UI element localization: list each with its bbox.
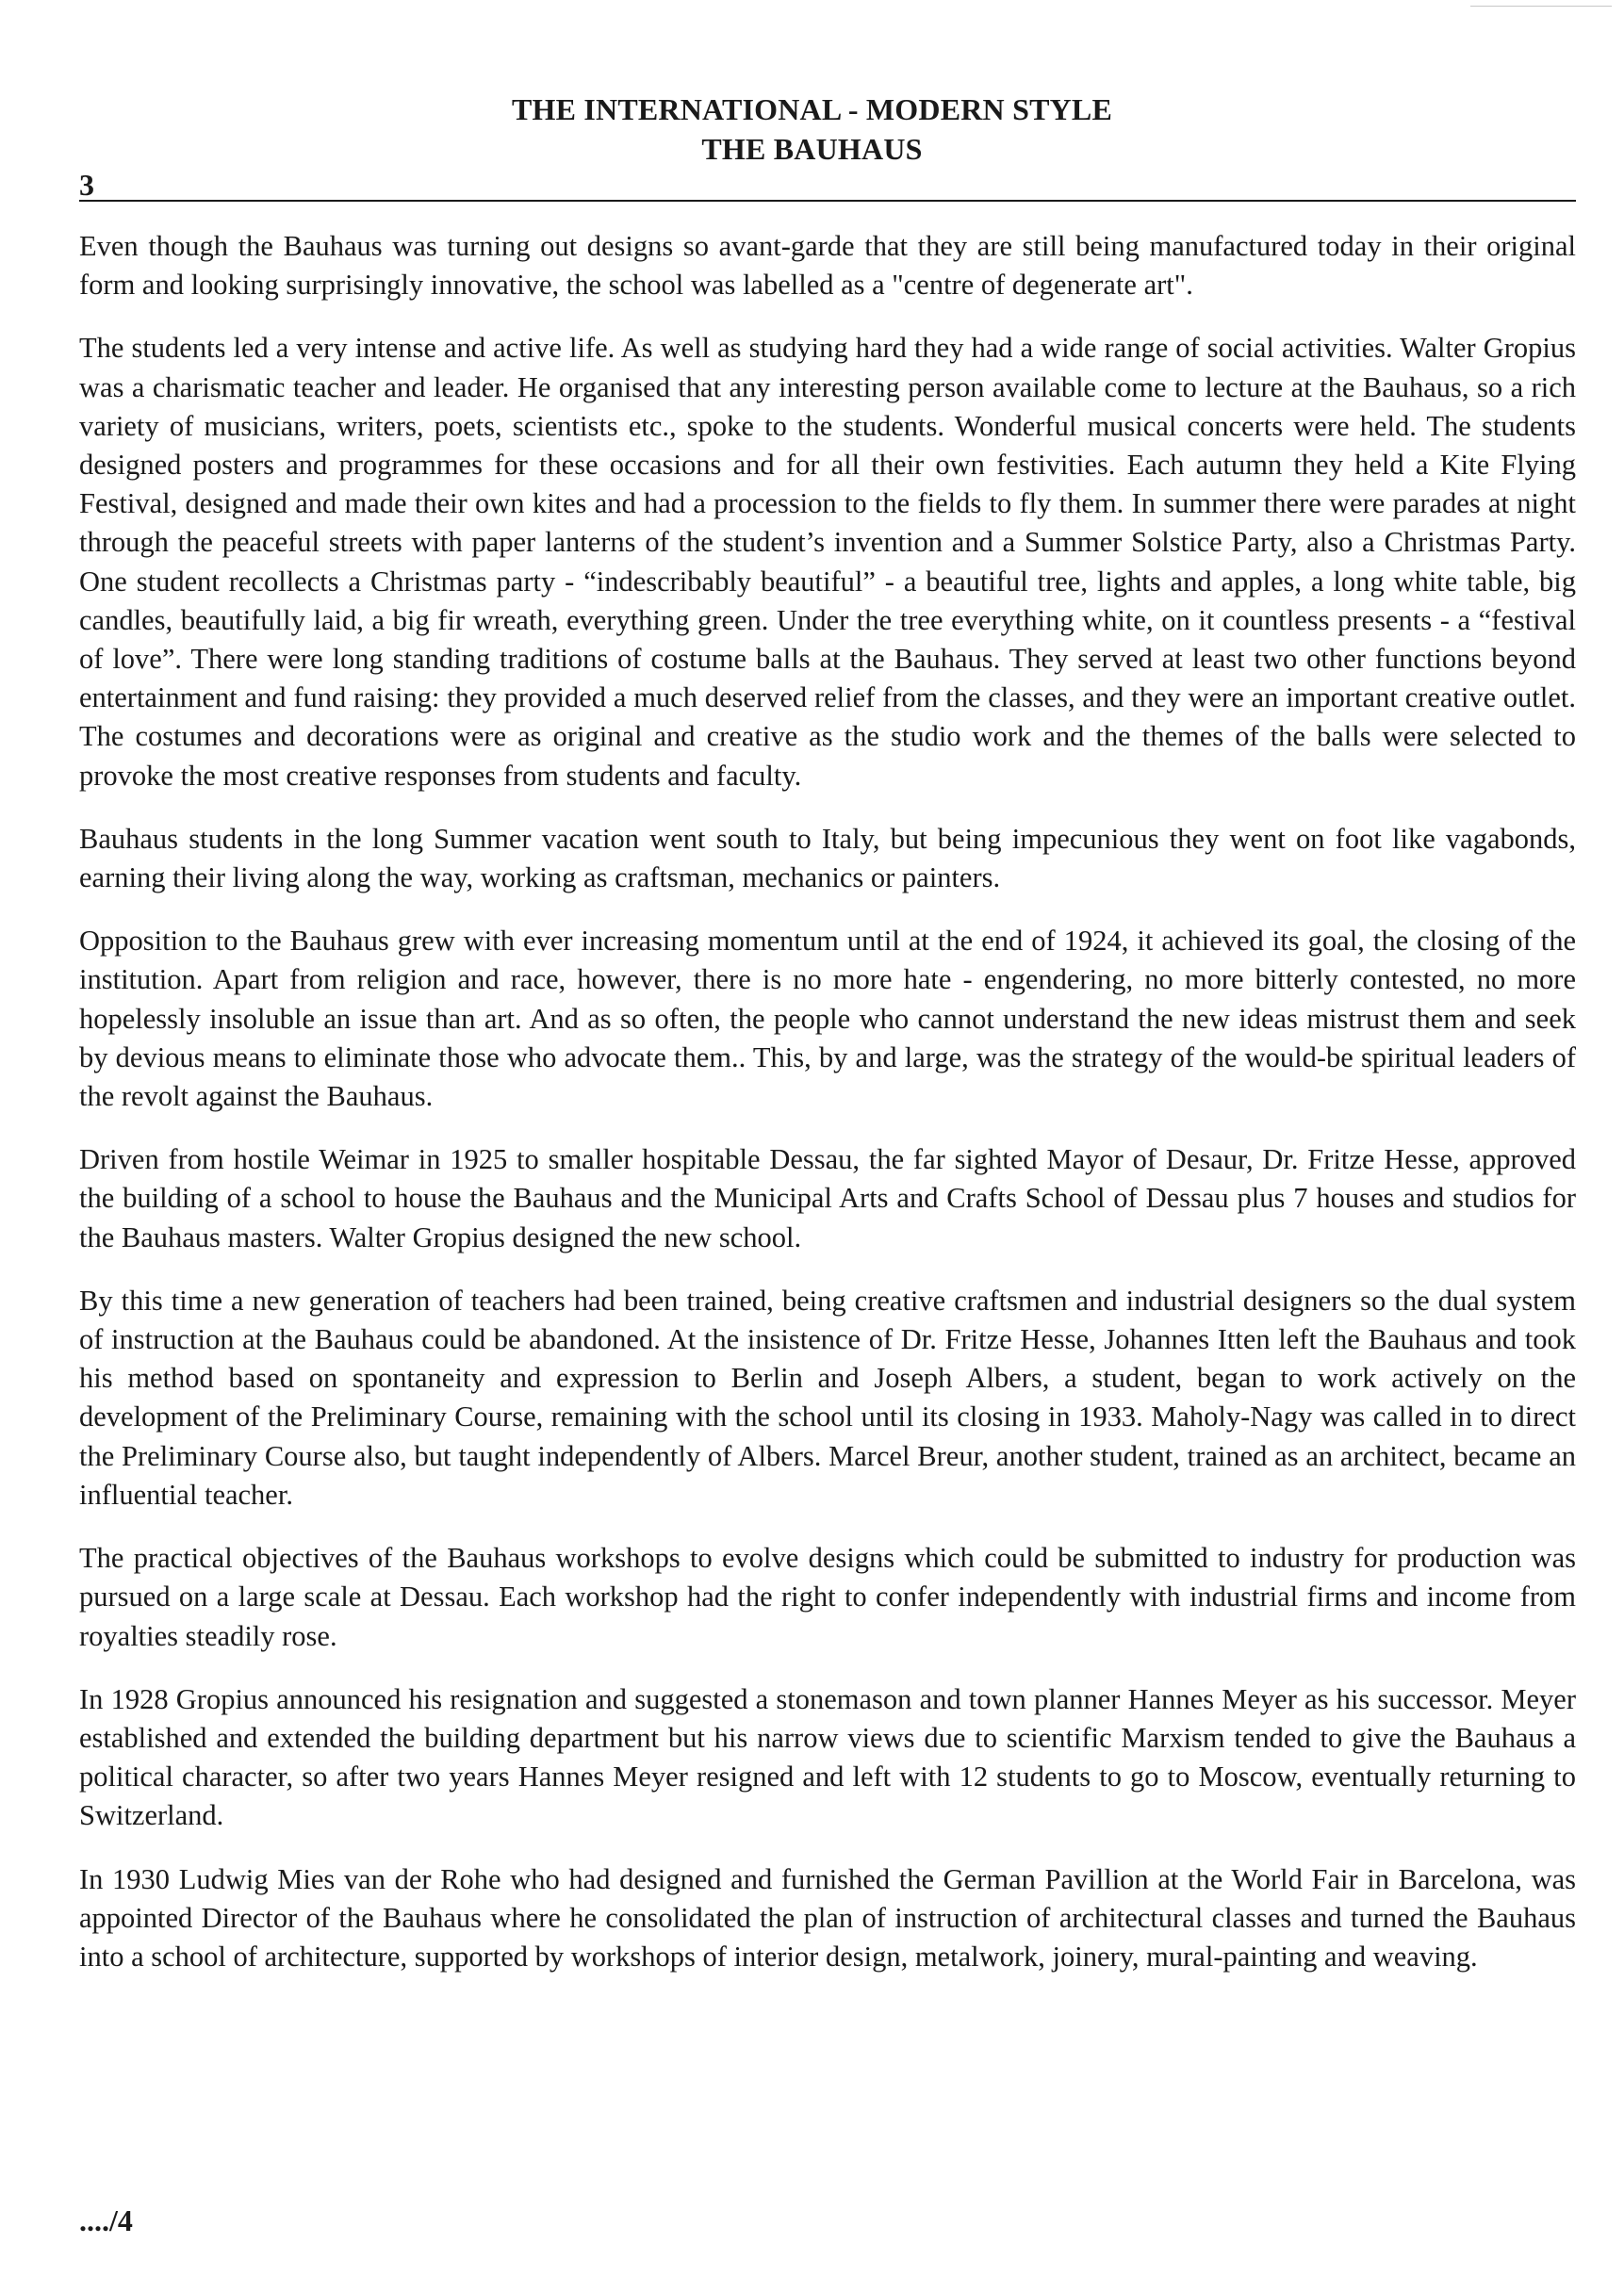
title-line-2: THE BAUHAUS (701, 132, 923, 166)
scan-artifact (1470, 6, 1612, 7)
paragraph: The practical objectives of the Bauhaus workshops to evolve designs which could be submitted to industry for production was pursued on a large scale at Dessau. Each workshop had the right to confer independently with industrial firms and income from royalties steadily rose. (79, 1542, 1576, 1652)
paragraph: Even though the Bauhaus was turning out designs so avant-garde that they are still being manufactured today in their original form and looking surprisingly innovative, the school was labelled as a "centre of degenerate art". (79, 230, 1576, 302)
title-line-1: THE INTERNATIONAL - MODERN STYLE (511, 92, 1113, 126)
paragraph: In 1928 Gropius announced his resignation and suggested a stonemason and town planner Hannes Meyer as his successor. Meyer established and extended the building department but his narrow views due to scientific Marxism tended to give the Bauhaus a political character, so after two years Hannes Meyer resigned and left with 12 students to go to Moscow, eventually returning to Switzerland. (79, 1682, 1576, 1832)
page-number: 3 (79, 168, 94, 202)
continuation-marker: ..../4 (79, 2203, 133, 2237)
paragraph: The students led a very intense and active life. As well as studying hard they had a wide range of social activities. Walter Gropius was a charismatic teacher and leader. He organised that any interesting person available come to lecture at the Bauhaus, so a rich variety of musicians, writers, poets, scientists etc., spoke to the students. Wonderful musical concerts were held. The students designed posters and programmes for these occasions and for all their own festivities. Each autumn they held a Kite Flying Festival, designed and made their own kites and had a procession to the fields to fly them. In summer there were parades at night through the peaceful streets with paper lanterns of the student’s invention and a Summer Solstice Party, also a Christmas Party. One student recollects a Christmas party - “indescribably beautiful” - a beautiful tree, lights and apples, a long white table, big candles, beautifully laid, a big fir wreath, everything green. Under the tree everything white, on it countless presents - a “festival of love”. There were long standing traditions of costume balls at the Bauhaus. They served at least two other functions beyond entertainment and fund raising: they provided a much deserved relief from the classes, and they were an important creative outlet. The costumes and decorations were as original and creative as the studio work and the themes of the balls were selected to provoke the most creative responses from students and faculty. (79, 332, 1576, 792)
paragraph: By this time a new generation of teachers had been trained, being creative craftsmen and industrial designers so the dual system of instruction at the Bauhaus could be abandoned. At the insistence of Dr. Fritze Hesse, Johannes Itten left the Bauhaus and took his method based on spontaneity and expression to Berlin and Joseph Albers, a student, began to work actively on the development of the Preliminary Course, remaining with the school until its closing in 1933. Maholy-Nagy was called in to direct the Preliminary Course also, but taught independently of Albers. Marcel Breur, another student, trained as an architect, became an influential teacher. (79, 1284, 1576, 1511)
paragraph: Bauhaus students in the long Summer vacation went south to Italy, but being impecunious they went on foot like vagabonds, earning their living along the way, working as craftsman, mechanics or painters. (79, 822, 1576, 894)
paragraph: In 1930 Ludwig Mies van der Rohe who had designed and furnished the German Pavillion at the World Fair in Barcelona, was appointed Director of the Bauhaus where he consolidated the plan of instruction of architectural classes and turned the Bauhaus into a school of architecture, supported by workshops of interior design, metalwork, joinery, mural-painting and weaving. (79, 1862, 1576, 1973)
paragraph: Opposition to the Bauhaus grew with ever increasing momentum until at the end of 1924, it achieved its goal, the closing of the institution. Apart from religion and race, however, there is no more hate - engendering, no more bitterly contested, no more hopelessly insoluble an issue than art. And as so often, the people who cannot understand the new ideas mistrust them and seek by devious means to eliminate those who advocate them.. This, by and large, was the strategy of the would-be spiritual leaders of the revolt against the Bauhaus. (79, 925, 1576, 1113)
paragraph: Driven from hostile Weimar in 1925 to smaller hospitable Dessau, the far sighted Mayor of Desaur, Dr. Fritze Hesse, approved the building of a school to house the Bauhaus and the Municipal Arts and Crafts School of Dessau plus 7 houses and studios for the Bauhaus masters. Walter Gropius designed the new school. (79, 1143, 1576, 1253)
document-title (0, 90, 1624, 169)
body-text (79, 227, 1576, 2001)
header-rule (79, 200, 1576, 202)
